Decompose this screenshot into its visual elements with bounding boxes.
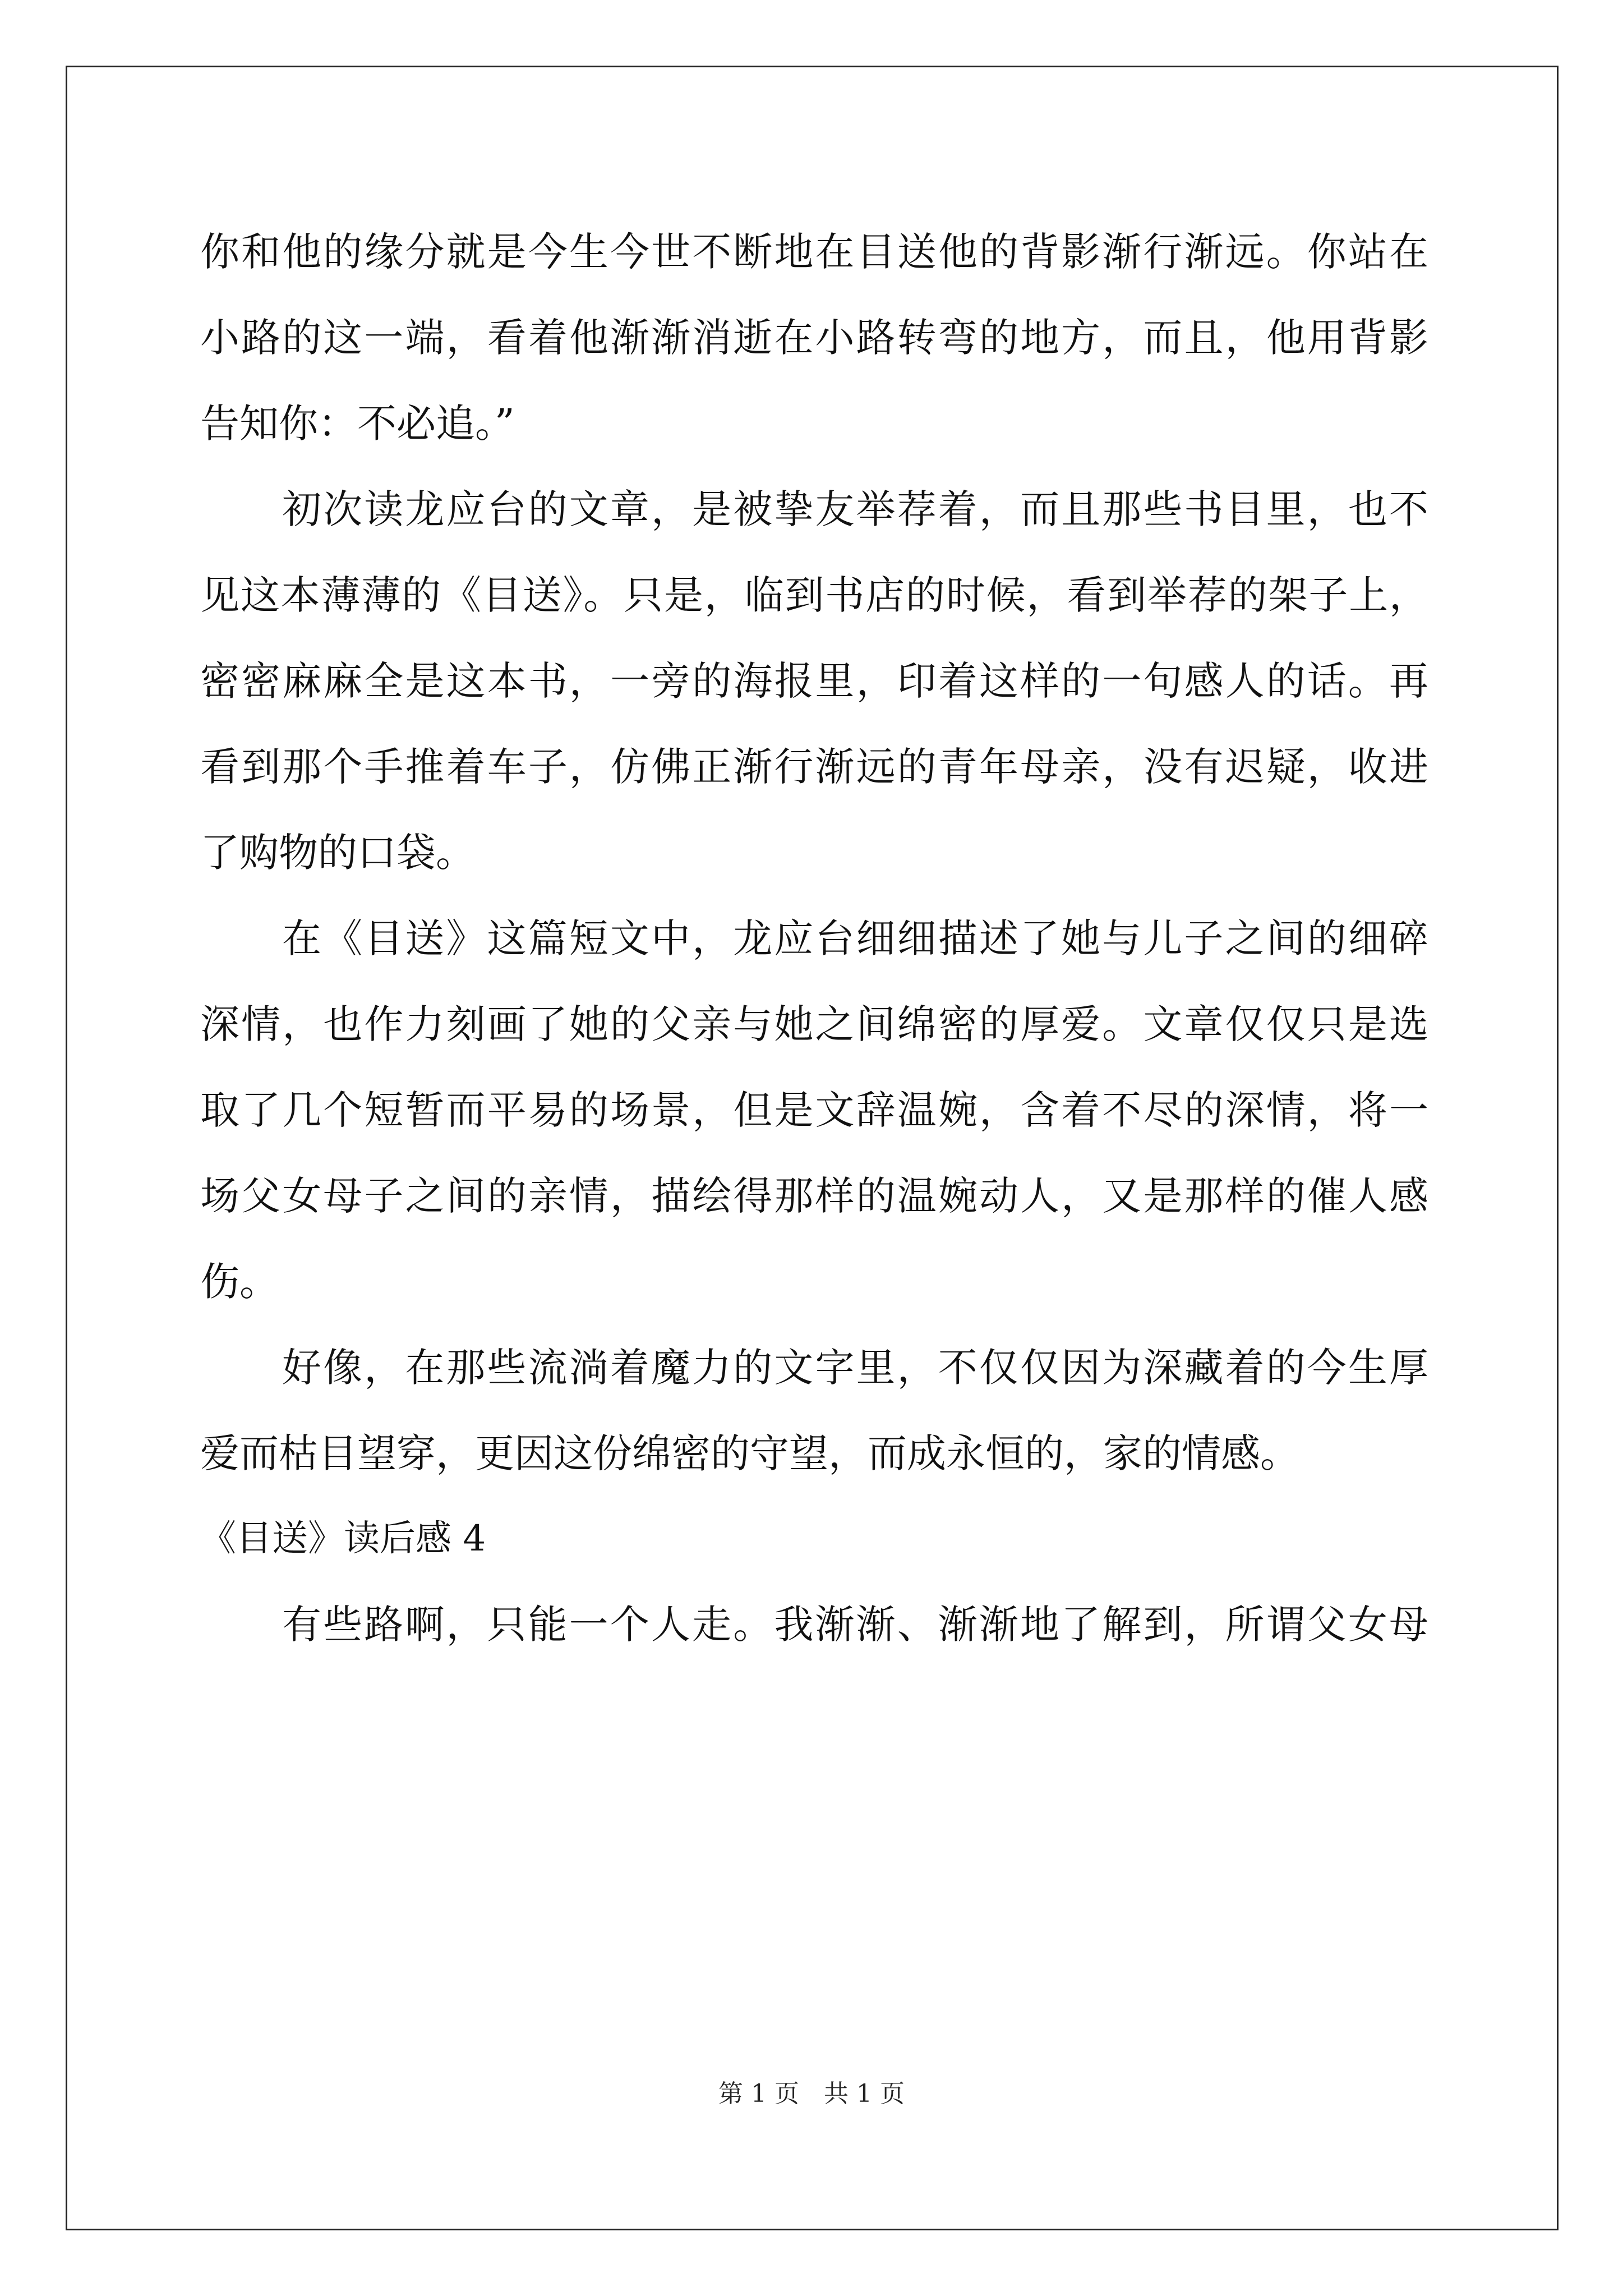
paragraph-line: 场父女母子之间的亲情，描绘得那样的温婉动人，又是那样的催人感 [200,1173,1428,1219]
paragraph-line: 好像，在那些流淌着魔力的文字里，不仅仅因为深藏着的今生厚 [282,1345,1428,1391]
paragraph-line: 取了几个短暂而平易的场景，但是文辞温婉，含着不尽的深情，将一 [200,1087,1428,1133]
paragraph-line: 小路的这一端，看着他渐渐消逝在小路转弯的地方，而且，他用背影 [200,315,1428,361]
paragraph-line: 你和他的缘分就是今生今世不断地在目送他的背影渐行渐远。你站在 [200,229,1428,275]
page-border [66,66,1559,2230]
paragraph-line: 伤。 [200,1259,279,1305]
paragraph-line: 见这本薄薄的《目送》。只是，临到书店的时候，看到举荐的架子上， [200,572,1428,618]
page-footer: 第 1 页 共 1 页 [718,2079,905,2108]
paragraph-line: 深情，也作力刻画了她的父亲与她之间绵密的厚爱。文章仅仅只是选 [200,1001,1428,1047]
paragraph-line: 看到那个手推着车子，仿佛正渐行渐远的青年母亲，没有迟疑，收进 [200,744,1428,790]
paragraph-line: 爱而枯目望穿，更因这份绵密的守望，而成永恒的，家的情感。 [200,1430,1299,1476]
paragraph-line: 了购物的口袋。 [200,830,475,876]
paragraph-line: 初次读龙应台的文章，是被挚友举荐着，而且那些书目里，也不 [282,486,1428,532]
paragraph-line: 有些路啊，只能一个人走。我渐渐、渐渐地了解到，所谓父女母 [282,1602,1428,1648]
paragraph-line: 密密麻麻全是这本书，一旁的海报里，印着这样的一句感人的话。再 [200,658,1428,704]
section-heading: 《目送》读后感 4 [200,1518,486,1559]
paragraph-line: 告知你：不必追。” [200,401,515,447]
paragraph-line: 在《目送》这篇短文中，龙应台细细描述了她与儿子之间的细碎 [282,915,1428,961]
